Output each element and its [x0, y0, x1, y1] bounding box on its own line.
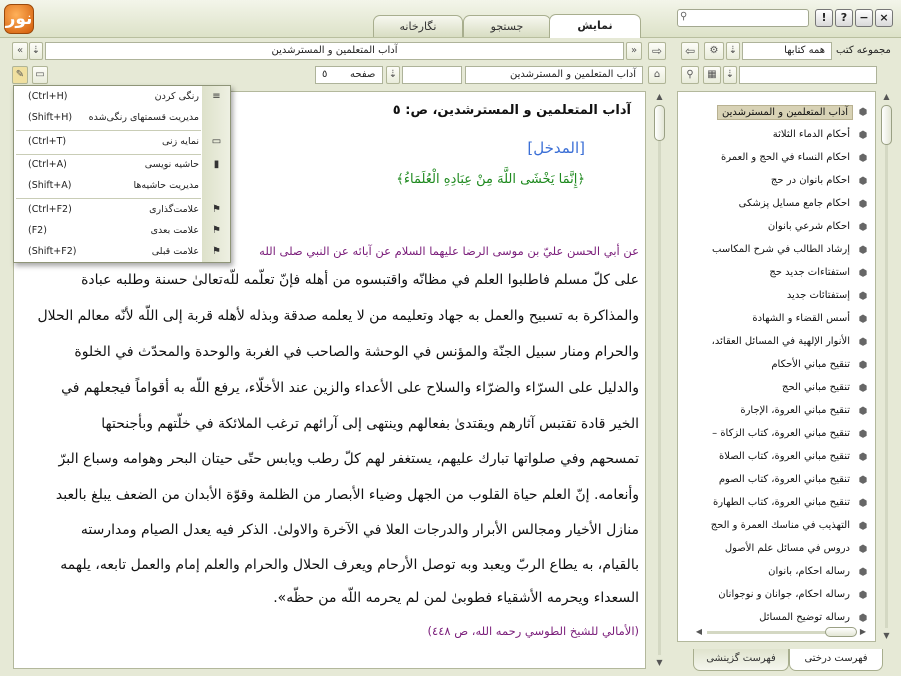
- book-item[interactable]: ⬢ تنقيح مباني الحج: [678, 378, 875, 401]
- index-icon: ▭: [211, 136, 222, 147]
- menu-shortcut: (Shift+F2): [28, 246, 77, 257]
- body-line: السعداء ويحرمه الأشقياء فطوبىٰ لمن لم يحرمه اللّه من حظّه».: [273, 590, 639, 606]
- search-icon: ⚲: [680, 11, 688, 22]
- book-item[interactable]: ⬢ الأنوار الإلهية في المسائل العقائد،: [678, 332, 875, 355]
- history-dropdown-icon[interactable]: ⇣: [29, 42, 43, 60]
- view-mode-icon[interactable]: ▭: [32, 66, 48, 84]
- book-item[interactable]: ⬢ استفتاءات جديد حج: [678, 263, 875, 286]
- breadcrumb[interactable]: آداب المتعلمين و المسترشدين: [45, 42, 624, 60]
- body-line: تمسحهم وفي صلواتها تبارك عليهم، يستغفر لهم كلّ رطب ويابس حتّى حيتان البحر وهوامه وسباع البرّ: [58, 451, 639, 467]
- book-list-scrollbar[interactable]: [880, 91, 893, 642]
- book-icon: ⬢: [858, 521, 868, 532]
- context-menu: [13, 85, 231, 263]
- quick-search-input[interactable]: [677, 9, 809, 27]
- book-icon: ⬢: [858, 314, 868, 325]
- menu-label: علامت بعدی: [150, 225, 199, 236]
- settings-icon[interactable]: ⚙: [704, 42, 724, 60]
- menu-shortcut: (Ctrl+H): [28, 91, 68, 102]
- page-dropdown-icon[interactable]: ⇣: [386, 66, 400, 84]
- book-item[interactable]: ⬢ احكام بانوان در حج: [678, 171, 875, 194]
- tab-selective-index[interactable]: فهرست گزینشی: [693, 649, 789, 671]
- menu-label: مدیریت حاشیه‌ها: [133, 180, 199, 191]
- menu-shortcut: (Ctrl+T): [28, 136, 67, 147]
- book-icon: ⬢: [858, 130, 868, 141]
- prev-bookmark-icon: ⚑: [212, 246, 221, 257]
- book-item[interactable]: ⬢ تنقيح مباني العروة، كتاب الزكاة –: [678, 424, 875, 447]
- book-item[interactable]: ⬢ احكام جامع مسايل پزشكى: [678, 194, 875, 217]
- bookmark-icon: ⚑: [212, 204, 221, 215]
- menu-shortcut: (Ctrl+F2): [28, 204, 72, 215]
- help-button[interactable]: ?: [835, 9, 853, 27]
- book-icon: ⬢: [858, 452, 868, 463]
- book-list-hscrollbar[interactable]: [693, 626, 869, 638]
- book-item[interactable]: ⬢ احكام النساء في الحج و العمرة: [678, 148, 875, 171]
- search-books-icon[interactable]: ⚲: [681, 66, 699, 84]
- book-icon: ⬢: [858, 475, 868, 486]
- menu-item-next-bookmark[interactable]: [14, 220, 231, 241]
- hscroll-thumb[interactable]: [825, 627, 857, 637]
- book-icon: ⬢: [858, 360, 868, 371]
- book-item[interactable]: ⬢ التهذيب في مناسك العمرة و الحج: [678, 516, 875, 539]
- menu-item-prev-bookmark[interactable]: [14, 241, 231, 262]
- scroll-track[interactable]: [658, 105, 661, 655]
- go-back-icon[interactable]: ⇦: [681, 42, 699, 60]
- scroll-up-icon[interactable]: ▲: [656, 92, 663, 101]
- book-item[interactable]: ⬢ تنقيح مباني العروة، كتاب الصوم: [678, 470, 875, 493]
- menu-label: نمایه زنی: [162, 136, 199, 147]
- book-item[interactable]: ⬢ رساله احكام، جوانان و نوجوانان: [678, 585, 875, 608]
- body-line: على كلّ مسلم فاطلبوا العلم في مظانّه واقتبسوه من أهله فإنّ تعلّمه للّه‌تعالىٰ حسنة وطلبه عبادة: [81, 272, 639, 288]
- scroll-up-icon[interactable]: ▲: [883, 92, 890, 101]
- book-item[interactable]: ⬢ رساله احكام، بانوان: [678, 562, 875, 585]
- book-icon: ⬢: [858, 613, 868, 624]
- book-item[interactable]: ⬢ تنقيح مباني العروة، الإجارة: [678, 401, 875, 424]
- book-icon: ⬢: [858, 429, 868, 440]
- book-icon: ⬢: [858, 222, 868, 233]
- scroll-thumb[interactable]: [654, 105, 665, 141]
- menu-label: حاشیه نویسی: [144, 159, 199, 170]
- book-item[interactable]: ⬢ إستفتائات جديد: [678, 286, 875, 309]
- menu-shortcut: (F2): [28, 225, 47, 236]
- collection-label: مجموعه کتب: [836, 45, 891, 56]
- highlight-icon: ≡: [212, 91, 221, 102]
- book-item[interactable]: ⬢ تنقيح مباني العروة، كتاب الصلاة: [678, 447, 875, 470]
- book-item[interactable]: ⬢ احكام شرعي بانوان: [678, 217, 875, 240]
- page-title: آداب المتعلمين و المسترشدين، ص: ٥: [392, 103, 631, 118]
- book-icon: ⬢: [858, 153, 868, 164]
- body-line: الخير قادة تقتبس آثارهم ويقتدىٰ بفعالهم وينتهى إلى آرائهم ترغب الملائكة في خلّتهم وبأجنحتها: [101, 416, 639, 432]
- hadith-intro: عن أبي الحسن عليّ بن موسى الرضا عليهما السلام عن آبائه عن النبي صلى الله: [259, 244, 639, 258]
- menu-label: مدیریت قسمتهای رنگی‌شده: [88, 112, 199, 123]
- menu-label: رنگی کردن: [154, 91, 199, 102]
- tab-tree-index[interactable]: فهرست درختی: [789, 649, 883, 671]
- page-number-input[interactable]: ٥: [315, 66, 383, 84]
- book-item[interactable]: ⬢ تنقيح مباني العروة، كتاب الطهارة: [678, 493, 875, 516]
- scroll-track[interactable]: [885, 105, 888, 628]
- body-line: وأنعامه. إنّ العلم حياة القلوب من الجهل وضياء الأبصار من الظلمة وقوّة الأبدان من الضعف يبلغ بالعبد: [55, 487, 639, 503]
- menu-item-manage-notes[interactable]: [14, 175, 231, 196]
- book-item[interactable]: ⬢ أسس القضاء و الشهادة: [678, 309, 875, 332]
- highlight-tool-icon[interactable]: ✎: [12, 66, 28, 84]
- menu-shortcut: (Shift+A): [28, 180, 72, 191]
- body-line: منازل الأخيار ومجالس الأبرار والدرجات العلا في الآخرة والاولىٰ. الذكر فيه يعدل الصيام ومدارسته: [80, 522, 639, 538]
- go-forward-icon[interactable]: ⇨: [648, 42, 666, 60]
- tag-icon[interactable]: ⌂: [648, 66, 666, 84]
- book-item[interactable]: ⬢ دروس في مسائل علم الأصول: [678, 539, 875, 562]
- scroll-thumb[interactable]: [881, 105, 892, 145]
- info-button[interactable]: !: [815, 9, 833, 27]
- app-logo[interactable]: نور: [4, 4, 34, 34]
- book-item[interactable]: ⬢ أحكام الدماء الثلاثة: [678, 125, 875, 148]
- tab-view[interactable]: نمایش: [549, 14, 641, 38]
- body-line: بالقيام، به يطاع الربّ ويعبد وبه توصل الأرحام ويعرف الحلال والحرام والعلم إمام والعمل تابعه، يلهمه: [60, 557, 639, 573]
- book-icon: ⬢: [858, 107, 868, 118]
- book-select[interactable]: آداب المتعلمين و المسترشدين: [465, 66, 643, 84]
- quran-verse: ﴿إِنَّمَا يَخْشَى اللَّهَ مِنْ عِبَادِهِ الْعُلَمَاءُ﴾: [396, 172, 585, 187]
- section-select[interactable]: [402, 66, 462, 84]
- close-button[interactable]: ×: [875, 9, 893, 27]
- tab-search[interactable]: جستجو: [463, 15, 551, 37]
- book-icon: ⬢: [858, 498, 868, 509]
- collection-select[interactable]: همه کتابها: [742, 42, 832, 60]
- book-icon: ⬢: [858, 567, 868, 578]
- minimize-button[interactable]: −: [855, 9, 873, 27]
- scroll-right-icon[interactable]: ▶: [859, 627, 867, 636]
- body-line: والمذاكرة به تسبيح والعمل به جهاد وتعليمه من لا يعلمه صدقة وبذله لأهله قربة إلى اللّه لأنّه معالم الحلال: [37, 308, 639, 324]
- menu-shortcut: (Ctrl+A): [28, 159, 67, 170]
- menu-item-highlight[interactable]: [14, 86, 231, 107]
- menu-item-manage-highlights[interactable]: [14, 107, 231, 128]
- book-icon: ⬢: [858, 268, 868, 279]
- book-item[interactable]: ⬢ رساله توضيح المسائل: [678, 608, 875, 631]
- book-icon: ⬢: [858, 406, 868, 417]
- menu-label: علامت‌گذاری: [149, 204, 199, 215]
- page-label: صفحه: [350, 69, 376, 80]
- book-item[interactable]: ⬢ تنقيح مباني الأحكام: [678, 355, 875, 378]
- menu-item-index[interactable]: [14, 131, 231, 152]
- body-line: والدليل على السرّاء والضرّاء والسلاح على الأعداء والزين عند الأخلّاء، يرفع اللّه به أقواماً فيجعلهم في: [61, 380, 639, 396]
- menu-label: علامت قبلی: [151, 246, 199, 257]
- book-icon: ⬢: [858, 176, 868, 187]
- next-bookmark-icon: ⚑: [212, 225, 221, 236]
- note-icon: ▮: [213, 159, 220, 170]
- menu-shortcut: (Shift+H): [28, 112, 73, 123]
- book-icon: ⬢: [858, 544, 868, 555]
- body-line: والحرام ومنار سبيل الجنّة والمؤنس في الوحشة والصاحب في الغربة والوحدة والمحدّث في الخلوة: [74, 344, 639, 360]
- book-item[interactable]: ⬢ آداب المتعلمين و المسترشدين: [678, 102, 875, 125]
- menu-item-annotate[interactable]: [14, 154, 231, 175]
- scroll-left-icon[interactable]: ◀: [695, 627, 703, 636]
- history-forward-icon[interactable]: »: [626, 42, 642, 60]
- menu-item-bookmark[interactable]: [14, 199, 231, 220]
- book-icon: ⬢: [858, 590, 868, 601]
- content-scrollbar[interactable]: [653, 91, 666, 669]
- book-icon: ⬢: [858, 291, 868, 302]
- book-icon: ⬢: [858, 383, 868, 394]
- book-icon: ⬢: [858, 199, 868, 210]
- history-back-icon[interactable]: «: [12, 42, 28, 60]
- scroll-down-icon[interactable]: ▼: [883, 631, 890, 640]
- scroll-down-icon[interactable]: ▼: [656, 658, 663, 667]
- section-heading: [المدخل]: [527, 139, 585, 157]
- book-item[interactable]: ⬢ إرشاد الطالب في شرح المكاسب: [678, 240, 875, 263]
- book-icon: ⬢: [858, 245, 868, 256]
- tab-gallery[interactable]: نگارخانه: [373, 15, 463, 37]
- source-citation: (الأمالي للشيخ الطوسي رحمه الله، ص ٤٤٨): [427, 624, 639, 638]
- collection-dropdown-icon[interactable]: ⇣: [726, 42, 740, 60]
- book-icon: ⬢: [858, 337, 868, 348]
- book-filter-input[interactable]: [739, 66, 877, 84]
- keyboard-icon[interactable]: ▦: [703, 66, 721, 84]
- filter-dropdown-icon[interactable]: ⇣: [723, 66, 737, 84]
- book-list-panel: [677, 91, 876, 642]
